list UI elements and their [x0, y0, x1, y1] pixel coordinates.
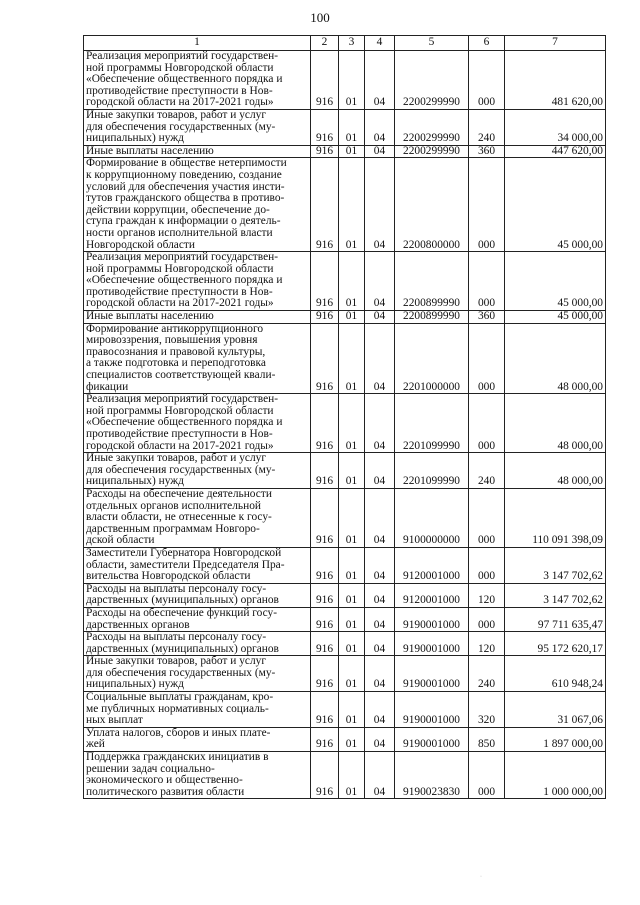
- row-name-line: ной программы Новгородской области: [86, 404, 274, 417]
- row-rz-code: 01: [339, 51, 365, 110]
- row-name-line: Уплата налогов, сборов и иных плате-: [86, 726, 271, 739]
- row-amount: 1 897 000,00: [505, 727, 606, 751]
- row-amount: 45 000,00: [505, 311, 606, 324]
- row-vr-code: 320: [469, 692, 505, 728]
- row-name: [84, 752, 311, 799]
- row-name-line: Формирование в обществе нетерпимости: [86, 157, 287, 170]
- table-row: [84, 145, 606, 158]
- row-amount: 3 147 702,62: [505, 583, 606, 607]
- row-name-line: ниципальных) нужд: [86, 678, 184, 691]
- row-csr-code: 9190023830: [395, 752, 469, 799]
- row-rz-code: 01: [339, 311, 365, 324]
- row-name-line: Новгородской области: [86, 238, 195, 251]
- row-vr-code: 000: [469, 51, 505, 110]
- row-gr-code: 916: [311, 752, 339, 799]
- row-gr-code: 916: [311, 145, 339, 158]
- header-col-5: 5: [395, 36, 469, 51]
- row-pr-code: 04: [365, 607, 395, 631]
- row-rz-code: 01: [339, 752, 365, 799]
- row-gr-code: 916: [311, 453, 339, 489]
- row-name-line: власти области, не отнесенные к госу-: [86, 511, 272, 524]
- header-col-1: 1: [84, 36, 311, 51]
- row-vr-code: 000: [469, 323, 505, 394]
- row-gr-code: 916: [311, 394, 339, 453]
- row-name-line: Расходы на выплаты персоналу госу-: [86, 631, 267, 644]
- row-csr-code: 2201000000: [395, 323, 469, 394]
- row-vr-code: 240: [469, 109, 505, 145]
- row-name-line: Иные выплаты населению: [86, 144, 214, 157]
- row-name-line: ме публичных нормативных социаль-: [86, 702, 269, 715]
- row-name-line: для обеспечения государственных (му-: [86, 120, 276, 133]
- row-amount: 34 000,00: [505, 109, 606, 145]
- row-csr-code: 2200299990: [395, 145, 469, 158]
- row-gr-code: 916: [311, 632, 339, 656]
- table-row: [84, 323, 606, 394]
- row-name-line: Иные выплаты населению: [86, 310, 214, 323]
- row-rz-code: 01: [339, 583, 365, 607]
- row-rz-code: 01: [339, 692, 365, 728]
- row-name: [84, 109, 311, 145]
- row-vr-code: 120: [469, 583, 505, 607]
- row-name-line: Реализация мероприятий государствен-: [86, 251, 279, 264]
- row-name-line: политического развития области: [86, 785, 245, 798]
- row-name-line: Заместители Губернатора Новгородской: [86, 546, 282, 559]
- row-gr-code: 916: [311, 488, 339, 547]
- row-name: [84, 323, 311, 394]
- row-pr-code: 04: [365, 656, 395, 692]
- row-csr-code: 9120001000: [395, 547, 469, 583]
- row-gr-code: 916: [311, 727, 339, 751]
- row-amount: 31 067,06: [505, 692, 606, 728]
- row-pr-code: 04: [365, 727, 395, 751]
- row-csr-code: 2200899990: [395, 252, 469, 311]
- row-csr-code: 2200899990: [395, 311, 469, 324]
- row-name-line: экономического и общественно-: [86, 774, 243, 787]
- row-pr-code: 04: [365, 583, 395, 607]
- row-amount: 97 711 635,47: [505, 607, 606, 631]
- row-name-line: мировоззрения, повышения уровня: [86, 334, 258, 347]
- row-amount: 447 620,00: [505, 145, 606, 158]
- header-col-6: 6: [469, 36, 505, 51]
- row-pr-code: 04: [365, 752, 395, 799]
- row-name-line: для обеспечения государственных (му-: [86, 666, 276, 679]
- row-name-line: противодействие преступности в Нов-: [86, 84, 273, 97]
- row-amount: 1 000 000,00: [505, 752, 606, 799]
- row-name-line: ступа граждан к информации о деятель-: [86, 215, 281, 228]
- row-gr-code: 916: [311, 692, 339, 728]
- row-name-line: правосознания и правовой культуры,: [86, 345, 266, 358]
- row-amount: 48 000,00: [505, 394, 606, 453]
- row-gr-code: 916: [311, 323, 339, 394]
- row-vr-code: 360: [469, 145, 505, 158]
- header-col-2: 2: [311, 36, 339, 51]
- row-gr-code: 916: [311, 311, 339, 324]
- row-rz-code: 01: [339, 252, 365, 311]
- table-row: [84, 51, 606, 110]
- row-gr-code: 916: [311, 607, 339, 631]
- row-name-line: ниципальных) нужд: [86, 475, 184, 488]
- row-rz-code: 01: [339, 394, 365, 453]
- row-name-line: Реализация мероприятий государствен-: [86, 50, 279, 62]
- scan-artifact: ·: [480, 874, 482, 880]
- row-pr-code: 04: [365, 109, 395, 145]
- row-pr-code: 04: [365, 323, 395, 394]
- row-amount: 48 000,00: [505, 323, 606, 394]
- row-name-line: ной программы Новгородской области: [86, 262, 274, 275]
- row-vr-code: 360: [469, 311, 505, 324]
- row-name-line: специалистов соответствующей квали-: [86, 369, 276, 382]
- row-name: [84, 547, 311, 583]
- row-name-line: фикации: [86, 380, 129, 393]
- row-gr-code: 916: [311, 547, 339, 583]
- row-name-line: условий для обеспечения участия инсти-: [86, 180, 285, 193]
- table-row: [84, 453, 606, 489]
- table-row: [84, 311, 606, 324]
- page-number: 100: [310, 10, 330, 25]
- row-name-line: «Обеспечение общественного порядка и: [86, 274, 283, 287]
- row-amount: 45 000,00: [505, 158, 606, 252]
- row-csr-code: 9120001000: [395, 583, 469, 607]
- row-name-line: ниципальных) нужд: [86, 132, 184, 145]
- row-amount: 110 091 398,09: [505, 488, 606, 547]
- row-name-line: Расходы на обеспечение функций госу-: [86, 606, 278, 619]
- row-csr-code: 9190001000: [395, 692, 469, 728]
- row-vr-code: 000: [469, 488, 505, 547]
- table-row: [84, 727, 606, 751]
- row-csr-code: 9190001000: [395, 727, 469, 751]
- row-name: [84, 632, 311, 656]
- row-name: [84, 656, 311, 692]
- row-name-line: городской области на 2017-2021 годы»: [86, 297, 274, 310]
- row-name-line: Поддержка гражданских инициатив в: [86, 751, 269, 764]
- table-row: [84, 488, 606, 547]
- row-name: [84, 453, 311, 489]
- table-row: [84, 692, 606, 728]
- table-header-row: [84, 36, 606, 51]
- row-gr-code: 916: [311, 583, 339, 607]
- row-rz-code: 01: [339, 632, 365, 656]
- row-pr-code: 04: [365, 145, 395, 158]
- row-name-line: к коррупционному поведению, создание: [86, 168, 282, 181]
- row-name-line: Формирование антикоррупционного: [86, 322, 264, 335]
- table-row: [84, 394, 606, 453]
- row-pr-code: 04: [365, 453, 395, 489]
- row-csr-code: 9190001000: [395, 656, 469, 692]
- row-csr-code: 9190001000: [395, 632, 469, 656]
- row-name-line: дарственных (муниципальных) органов: [86, 594, 279, 607]
- header-col-3: 3: [339, 36, 365, 51]
- table-row: [84, 752, 606, 799]
- table-row: [84, 607, 606, 631]
- table-row: [84, 252, 606, 311]
- row-name-line: «Обеспечение общественного порядка и: [86, 416, 283, 429]
- row-name-line: городской области на 2017-2021 годы»: [86, 439, 274, 452]
- row-rz-code: 01: [339, 656, 365, 692]
- row-name-line: дской области: [86, 534, 155, 547]
- row-vr-code: 850: [469, 727, 505, 751]
- row-name: [84, 51, 311, 110]
- row-name-line: Иные закупки товаров, работ и услуг: [86, 655, 267, 668]
- row-amount: 45 000,00: [505, 252, 606, 311]
- row-name-line: Социальные выплаты гражданам, кро-: [86, 691, 274, 704]
- row-rz-code: 01: [339, 453, 365, 489]
- row-name-line: Иные закупки товаров, работ и услуг: [86, 452, 267, 465]
- row-name-line: Иные закупки товаров, работ и услуг: [86, 108, 267, 121]
- row-pr-code: 04: [365, 51, 395, 110]
- table-row: [84, 547, 606, 583]
- row-gr-code: 916: [311, 252, 339, 311]
- row-name-line: дарственным программам Новгоро-: [86, 522, 260, 535]
- row-name-line: ной программы Новгородской области: [86, 61, 274, 74]
- row-name: [84, 583, 311, 607]
- row-rz-code: 01: [339, 323, 365, 394]
- row-name: [84, 145, 311, 158]
- row-gr-code: 916: [311, 656, 339, 692]
- row-name-line: дарственных (муниципальных) органов: [86, 642, 279, 655]
- row-name-line: отдельных органов исполнительной: [86, 499, 261, 512]
- row-rz-code: 01: [339, 158, 365, 252]
- row-csr-code: 2201099990: [395, 453, 469, 489]
- row-pr-code: 04: [365, 488, 395, 547]
- row-pr-code: 04: [365, 252, 395, 311]
- row-name-line: жей: [86, 738, 105, 751]
- row-pr-code: 04: [365, 547, 395, 583]
- budget-table: [83, 35, 606, 799]
- row-name-line: Расходы на выплаты персоналу госу-: [86, 582, 267, 595]
- row-csr-code: 9100000000: [395, 488, 469, 547]
- row-name: [84, 607, 311, 631]
- row-pr-code: 04: [365, 158, 395, 252]
- row-name-line: городской области на 2017-2021 годы»: [86, 96, 274, 109]
- row-csr-code: 2201099990: [395, 394, 469, 453]
- row-name-line: вительства Новгородской области: [86, 570, 251, 583]
- row-csr-code: 2200299990: [395, 51, 469, 110]
- row-name-line: а также подготовка и переподготовка: [86, 357, 266, 370]
- row-name: [84, 311, 311, 324]
- row-name: [84, 158, 311, 252]
- row-amount: 48 000,00: [505, 453, 606, 489]
- row-rz-code: 01: [339, 145, 365, 158]
- row-rz-code: 01: [339, 109, 365, 145]
- row-name-line: противодействие преступности в Нов-: [86, 428, 273, 440]
- row-name: [84, 692, 311, 728]
- row-name-line: дарственных органов: [86, 618, 190, 631]
- row-rz-code: 01: [339, 727, 365, 751]
- row-gr-code: 916: [311, 158, 339, 252]
- row-name-line: решении задач социально-: [86, 762, 215, 775]
- table-row: [84, 583, 606, 607]
- row-name-line: тутов гражданского общества в противо-: [86, 192, 285, 205]
- row-name-line: области, заместители Председателя Пра-: [86, 558, 285, 571]
- row-vr-code: 120: [469, 632, 505, 656]
- row-name-line: «Обеспечение общественного порядка и: [86, 73, 283, 86]
- row-pr-code: 04: [365, 394, 395, 453]
- row-name-line: ных выплат: [86, 714, 143, 727]
- row-vr-code: 000: [469, 547, 505, 583]
- table-body: [84, 51, 606, 799]
- row-vr-code: 000: [469, 752, 505, 799]
- row-gr-code: 916: [311, 51, 339, 110]
- row-amount: 3 147 702,62: [505, 547, 606, 583]
- table-row: [84, 109, 606, 145]
- row-vr-code: 000: [469, 394, 505, 453]
- row-name-line: действии коррупции, обеспечение до-: [86, 203, 270, 216]
- row-csr-code: 9190001000: [395, 607, 469, 631]
- row-vr-code: 000: [469, 607, 505, 631]
- row-amount: 481 620,00: [505, 51, 606, 110]
- row-pr-code: 04: [365, 692, 395, 728]
- row-name-line: для обеспечения государственных (му-: [86, 463, 276, 476]
- row-rz-code: 01: [339, 607, 365, 631]
- table-row: [84, 632, 606, 656]
- row-name-line: Реализация мероприятий государствен-: [86, 393, 279, 406]
- row-csr-code: 2200299990: [395, 109, 469, 145]
- row-name: [84, 394, 311, 453]
- row-vr-code: 240: [469, 453, 505, 489]
- row-rz-code: 01: [339, 547, 365, 583]
- row-pr-code: 04: [365, 311, 395, 324]
- table-row: [84, 656, 606, 692]
- row-amount: 95 172 620,17: [505, 632, 606, 656]
- header-col-4: 4: [365, 36, 395, 51]
- row-name: [84, 252, 311, 311]
- table-row: [84, 158, 606, 252]
- row-pr-code: 04: [365, 632, 395, 656]
- header-col-7: 7: [505, 36, 606, 51]
- row-name: [84, 488, 311, 547]
- row-name-line: противодействие преступности в Нов-: [86, 285, 273, 298]
- row-name-line: Расходы на обеспечение деятельности: [86, 487, 272, 500]
- row-vr-code: 000: [469, 158, 505, 252]
- row-name-line: ности органов исполнительной власти: [86, 226, 273, 239]
- row-rz-code: 01: [339, 488, 365, 547]
- row-amount: 610 948,24: [505, 656, 606, 692]
- row-vr-code: 000: [469, 252, 505, 311]
- row-gr-code: 916: [311, 109, 339, 145]
- row-csr-code: 2200800000: [395, 158, 469, 252]
- row-name: [84, 727, 311, 751]
- row-vr-code: 240: [469, 656, 505, 692]
